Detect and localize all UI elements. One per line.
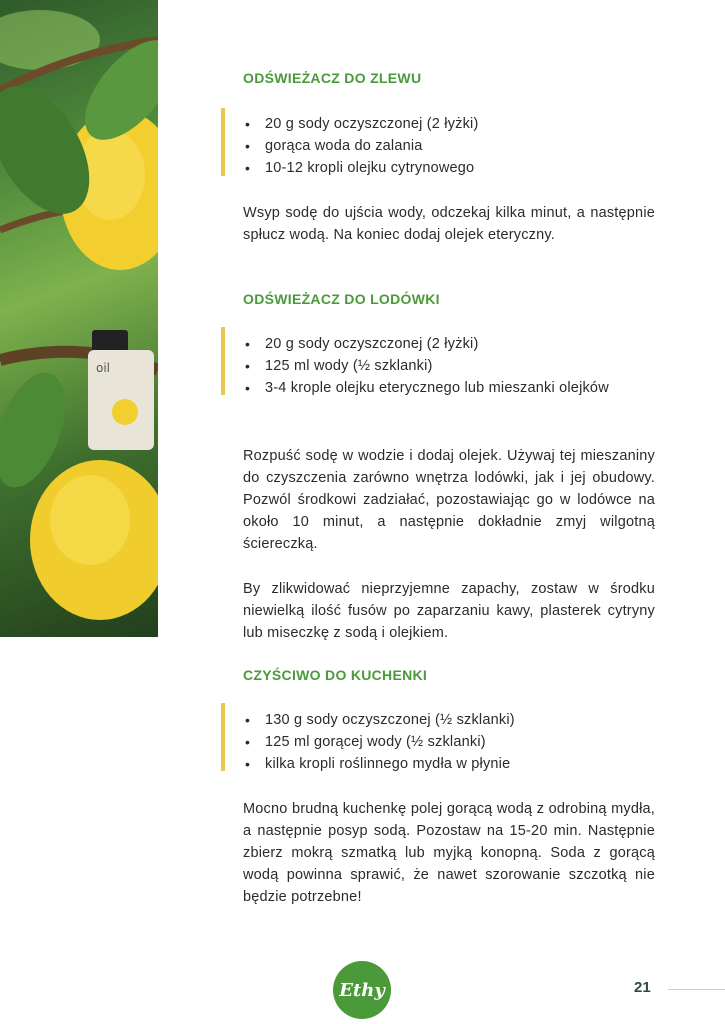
logo-text: Ethy [339,979,385,1001]
section-heading-zlew: ODŚWIEŻACZ DO ZLEWU [243,70,422,86]
ingredient-list [243,709,655,775]
list-item: • 130 g sody oczyszczonej (½ szklanki) [243,709,655,731]
bottle-brand-text: oil [96,361,111,375]
tip-paragraph: By zlikwidować nieprzyjemne zapachy, zostaw w środku niewielką ilość fusów po zaparzaniu kawy, plasterek cytryny lub miseczkę z sodą i olejkiem. [243,581,655,641]
section-heading-lodowka: ODŚWIEŻACZ DO LODÓWKI [243,291,440,307]
instructions-paragraph: Rozpuść sodę w wodzie i dodaj olejek. Używaj tej mieszaniny do czyszczenia zarówno wnętrza lodówki, jak i jej obudowy. Pozwól środkowi zadziałać, pozostawiając go w lodówce na około 10 minut, a następnie dokładnie zmyj wilgotną ściereczką. [243,448,655,552]
ingredient-list [243,333,655,399]
list-item: • 20 g sody oczyszczonej (2 łyżki) [243,333,655,355]
list-item: • 10-12 kropli olejku cytrynowego [243,157,655,179]
instructions-paragraph: Mocno brudną kuchenkę polej gorącą wodą z odrobiną mydła, a następnie posyp sodą. Pozostaw na 15-20 min. Następnie zbierz mokrą szmatką lub myjką konopną. Soda z gorącą wodą powinna sprawić, że nawet szorowanie szczotką nie będzie potrzebne! [243,801,655,905]
accent-bar [221,108,225,176]
lemon-tree-photo [0,0,158,637]
page-divider [668,989,725,990]
section-heading-kuchenka: CZYŚCIWO DO KUCHENKI [243,667,428,683]
list-item: • 125 ml wody (½ szklanki) [243,355,655,377]
page-number: 21 [634,979,651,996]
instructions-paragraph: Wsyp sodę do ujścia wody, odczekaj kilka minut, a następnie spłucz wodą. Na koniec dodaj olejek eteryczny. [243,205,655,243]
list-item: • 20 g sody oczyszczonej (2 łyżki) [243,113,655,135]
lemon-tree-illustration [0,0,158,637]
accent-bar [221,703,225,771]
list-item: • kilka kropli roślinnego mydła w płynie [243,753,655,775]
list-item: • 125 ml gorącej wody (½ szklanki) [243,731,655,753]
ingredient-list [243,113,655,179]
accent-bar [221,327,225,395]
list-item: • 3-4 krople olejku eterycznego lub mieszanki olejków [243,377,655,399]
list-item: • gorąca woda do zalania [243,135,655,157]
ethy-logo [333,961,391,1019]
